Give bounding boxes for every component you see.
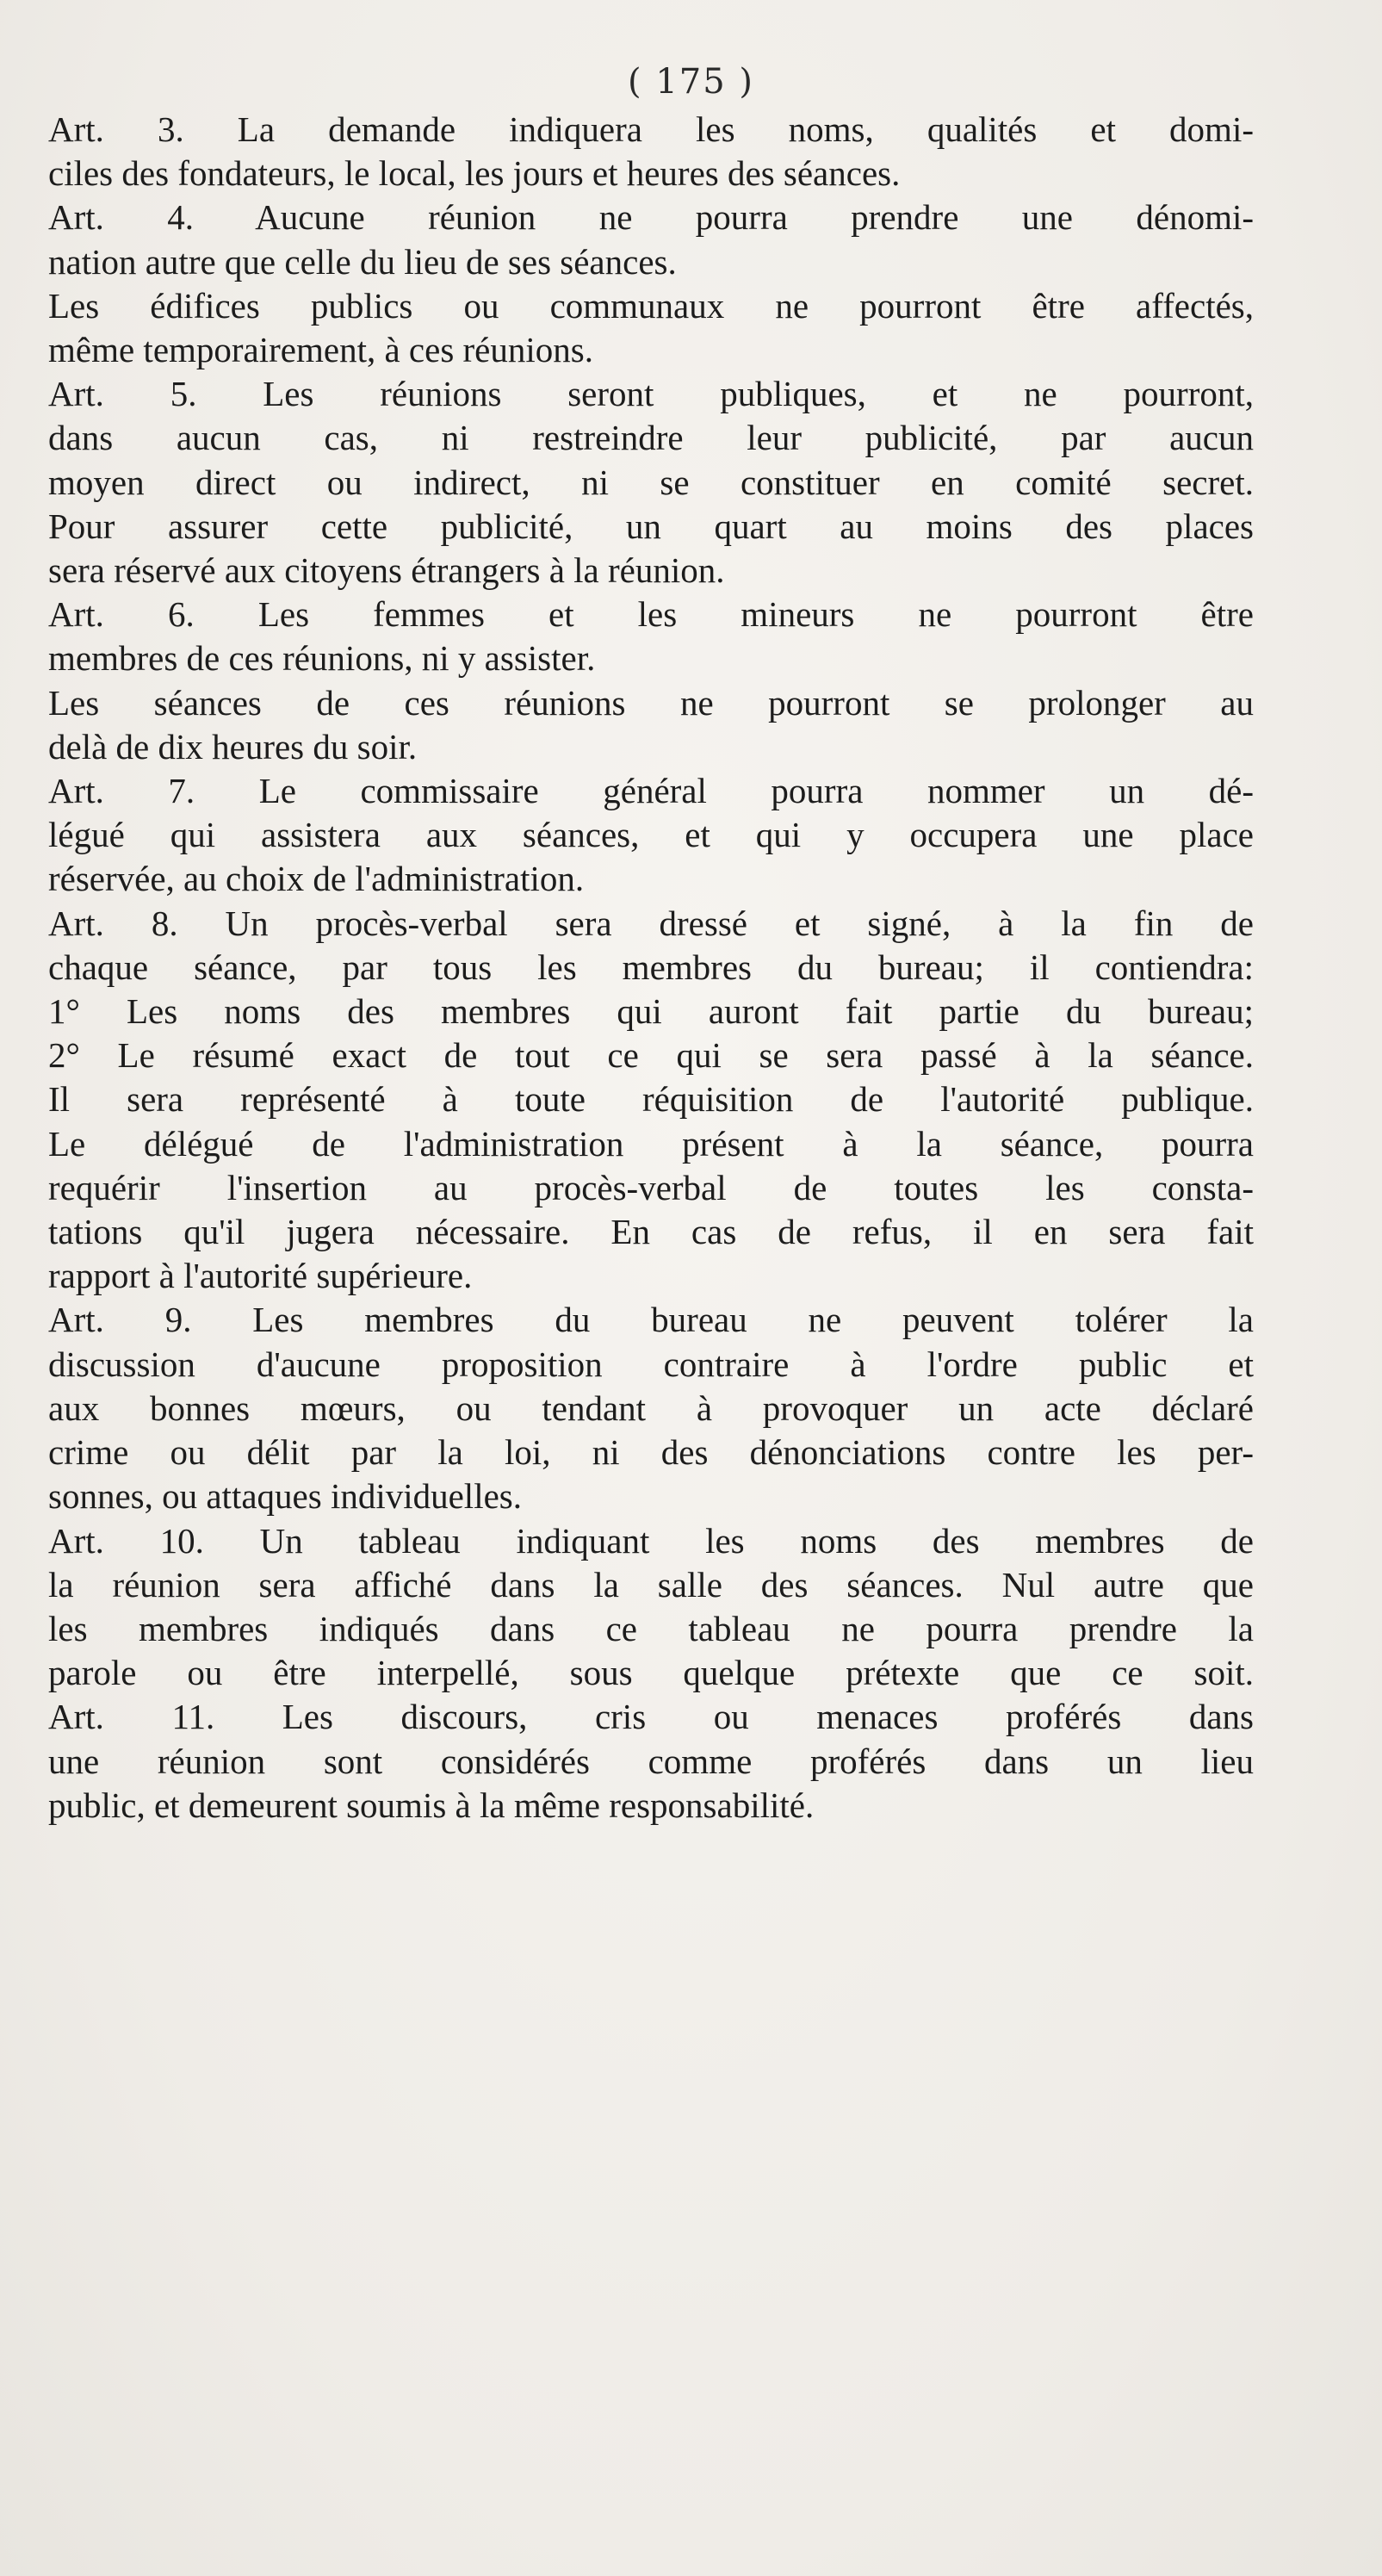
text-line: 2° Le résumé exact de tout ce qui se sera passé à la séance. <box>48 1035 1254 1076</box>
text-line: chaque séance, par tous les membres du bureau; il contiendra: <box>48 947 1254 987</box>
text-line: sera réservé aux citoyens étrangers à la réunion. <box>48 550 725 591</box>
text-line: Art. 3. La demande indiquera les noms, qualités et domi- <box>48 109 1254 149</box>
text-line: même temporairement, à ces réunions. <box>48 330 593 370</box>
text-line: Art. 9. Les membres du bureau ne peuvent tolérer la <box>48 1300 1254 1340</box>
text-line: requérir l'insertion au procès-verbal de toutes les consta- <box>48 1167 1254 1207</box>
text-line: réservée, au choix de l'administration. <box>48 859 585 899</box>
text-line: moyen direct ou indirect, ni se constituer en comité secret. <box>48 462 1254 502</box>
text-line: Art. 8. Un procès-verbal sera dressé et signé, à la fin de <box>48 903 1254 943</box>
text-line: tations qu'il jugera nécessaire. En cas de refus, il en sera fait <box>48 1212 1254 1252</box>
text-line: les membres indiqués dans ce tableau ne pourra prendre la <box>48 1608 1254 1648</box>
text-line: membres de ces réunions, ni y assister. <box>48 638 596 679</box>
text-line: ciles des fondateurs, le local, les jours et heures des séances. <box>48 153 901 194</box>
text-line: Art. 5. Les réunions seront publiques, et ne pourront, <box>48 374 1254 414</box>
text-line: Pour assurer cette publicité, un quart au moins des places <box>48 506 1254 546</box>
text-line: 1° Les noms des membres qui auront fait partie du bureau; <box>48 991 1254 1032</box>
text-line: Le délégué de l'administration présent à la séance, pourra <box>48 1123 1254 1164</box>
text-line: Art. 10. Un tableau indiquant les noms des membres de <box>48 1520 1254 1561</box>
text-line: Il sera représenté à toute réquisition de l'autorité publique. <box>48 1079 1254 1120</box>
text-line: Art. 11. Les discours, cris ou menaces proférés dans <box>48 1697 1254 1737</box>
text-line: Art. 7. Le commissaire général pourra nommer un dé- <box>48 771 1254 811</box>
page-body-text <box>48 108 1254 1828</box>
text-line: nation autre que celle du lieu de ses séances. <box>48 241 677 282</box>
text-line: Art. 4. Aucune réunion ne pourra prendre une dénomi- <box>48 197 1254 238</box>
text-line: parole ou être interpellé, sous quelque prétexte que ce soit. <box>48 1653 1254 1693</box>
text-line: rapport à l'autorité supérieure. <box>48 1256 473 1296</box>
text-line: dans aucun cas, ni restreindre leur publicité, par aucun <box>48 418 1254 458</box>
text-line: public, et demeurent soumis à la même responsabilité. <box>48 1785 815 1825</box>
text-line: Art. 6. Les femmes et les mineurs ne pourront être <box>48 594 1254 635</box>
text-line: la réunion sera affiché dans la salle des séances. Nul autre que <box>48 1564 1254 1605</box>
text-line: Les édifices publics ou communaux ne pourront être affectés, <box>48 285 1254 326</box>
text-line: légué qui assistera aux séances, et qui y occupera une place <box>48 815 1254 855</box>
text-line: crime ou délit par la loi, ni des dénonciations contre les per- <box>48 1432 1254 1473</box>
text-line: Les séances de ces réunions ne pourront se prolonger au <box>48 682 1254 723</box>
text-line: sonnes, ou attaques individuelles. <box>48 1476 522 1517</box>
text-line: une réunion sont considérés comme proférés dans un lieu <box>48 1741 1254 1781</box>
text-line: delà de dix heures du soir. <box>48 726 418 767</box>
text-line: discussion d'aucune proposition contraire à l'ordre public et <box>48 1344 1254 1384</box>
page-number: ( 175 ) <box>628 62 754 102</box>
text-line: aux bonnes mœurs, ou tendant à provoquer un acte déclaré <box>48 1387 1254 1428</box>
